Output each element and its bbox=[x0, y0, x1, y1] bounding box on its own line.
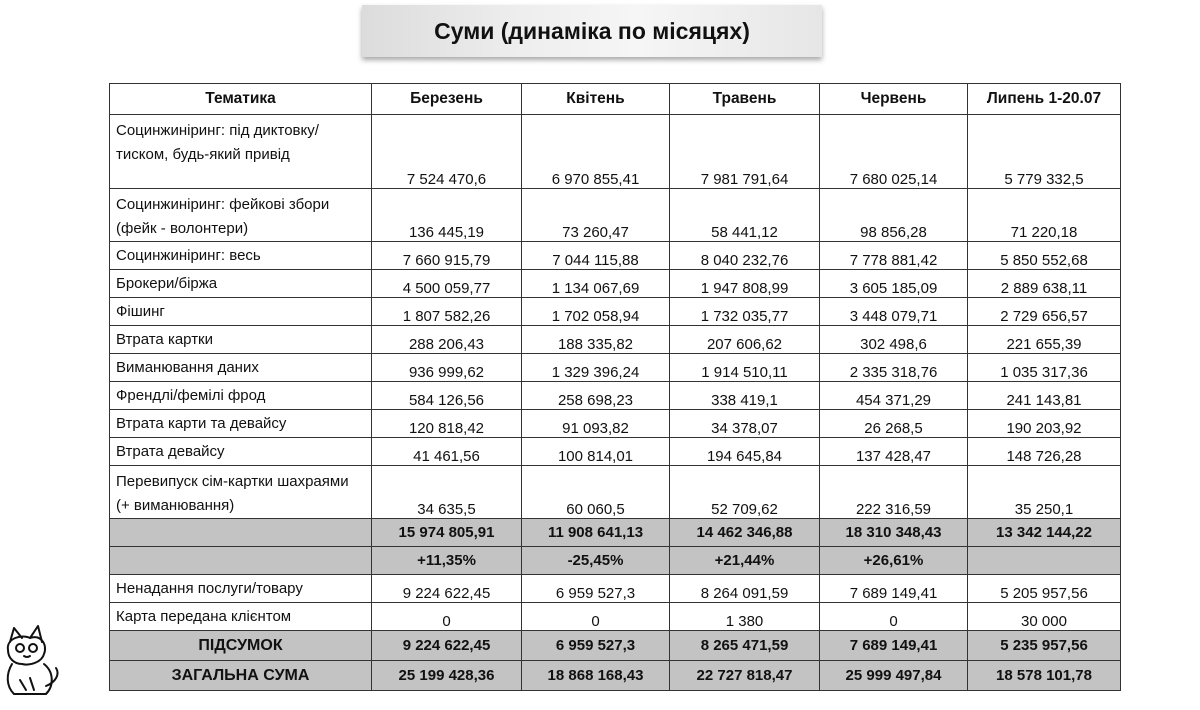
cell-value: 1 947 808,99 bbox=[670, 270, 820, 298]
cell-value: 98 856,28 bbox=[820, 189, 968, 242]
cell-value: 41 461,56 bbox=[372, 438, 522, 466]
cell-value: 241 143,81 bbox=[968, 382, 1121, 410]
cell-value: 338 419,1 bbox=[670, 382, 820, 410]
row-label bbox=[110, 519, 372, 547]
cell-value: 302 498,6 bbox=[820, 326, 968, 354]
cell-value: 8 265 471,59 bbox=[670, 631, 820, 661]
cell-value: 454 371,29 bbox=[820, 382, 968, 410]
grand-total-row bbox=[110, 661, 1121, 691]
cell-value: +21,44% bbox=[670, 547, 820, 575]
cell-value: 120 818,42 bbox=[372, 410, 522, 438]
cell-value: +11,35% bbox=[372, 547, 522, 575]
row-label: ПІДСУМОК bbox=[110, 631, 372, 661]
header-may: Травень bbox=[670, 84, 820, 115]
cell-value: 1 134 067,69 bbox=[522, 270, 670, 298]
cell-value: 7 524 470,6 bbox=[372, 115, 522, 189]
cell-value: 6 959 527,3 bbox=[522, 575, 670, 603]
cell-value: 5 779 332,5 bbox=[968, 115, 1121, 189]
cell-value: 3 448 079,71 bbox=[820, 298, 968, 326]
table-row bbox=[110, 326, 1121, 354]
cell-value: 148 726,28 bbox=[968, 438, 1121, 466]
cell-value: 34 378,07 bbox=[670, 410, 820, 438]
cell-value: 221 655,39 bbox=[968, 326, 1121, 354]
cell-value: 2 335 318,76 bbox=[820, 354, 968, 382]
table-row bbox=[110, 270, 1121, 298]
header-topic: Тематика bbox=[110, 84, 372, 115]
cell-value: 1 702 058,94 bbox=[522, 298, 670, 326]
slide-title: Суми (динаміка по місяцях) bbox=[362, 5, 822, 57]
cell-value: 22 727 818,47 bbox=[670, 661, 820, 691]
cell-value: 6 959 527,3 bbox=[522, 631, 670, 661]
cell-value: 936 999,62 bbox=[372, 354, 522, 382]
cell-value: 7 689 149,41 bbox=[820, 631, 968, 661]
cell-value: 91 093,82 bbox=[522, 410, 670, 438]
cell-value: 7 689 149,41 bbox=[820, 575, 968, 603]
table-row bbox=[110, 189, 1121, 242]
cell-value: 73 260,47 bbox=[522, 189, 670, 242]
row-label: Виманювання даних bbox=[110, 354, 372, 382]
cell-value: 25 199 428,36 bbox=[372, 661, 522, 691]
cell-value: 1 329 396,24 bbox=[522, 354, 670, 382]
cell-value: 14 462 346,88 bbox=[670, 519, 820, 547]
cell-value: 71 220,18 bbox=[968, 189, 1121, 242]
cell-value: 0 bbox=[372, 603, 522, 631]
table-row bbox=[110, 410, 1121, 438]
row-label: Френдлі/фемілі фрод bbox=[110, 382, 372, 410]
cell-value: 7 981 791,64 bbox=[670, 115, 820, 189]
amounts-table bbox=[109, 83, 1121, 691]
cell-value: 2 889 638,11 bbox=[968, 270, 1121, 298]
row-label: Социнжиніринг: фейкові збори (фейк - волонтери) bbox=[110, 189, 372, 242]
cell-value: 5 235 957,56 bbox=[968, 631, 1121, 661]
growth-row bbox=[110, 547, 1121, 575]
cell-value: 1 914 510,11 bbox=[670, 354, 820, 382]
row-label: Втрата картки bbox=[110, 326, 372, 354]
summary-row bbox=[110, 631, 1121, 661]
table-row bbox=[110, 354, 1121, 382]
cell-value: 207 606,62 bbox=[670, 326, 820, 354]
cell-value: 35 250,1 bbox=[968, 466, 1121, 519]
cell-value: 5 850 552,68 bbox=[968, 242, 1121, 270]
cell-value: 8 040 232,76 bbox=[670, 242, 820, 270]
cell-value: 3 605 185,09 bbox=[820, 270, 968, 298]
cell-value: 288 206,43 bbox=[372, 326, 522, 354]
row-label: Социнжиніринг: під диктовку/тиском, будь-який привід bbox=[110, 115, 372, 189]
cell-value: 194 645,84 bbox=[670, 438, 820, 466]
cell-value: 5 205 957,56 bbox=[968, 575, 1121, 603]
cell-value: 18 868 168,43 bbox=[522, 661, 670, 691]
cell-value: 1 732 035,77 bbox=[670, 298, 820, 326]
header-july: Липень 1-20.07 bbox=[968, 84, 1121, 115]
cell-value: 4 500 059,77 bbox=[372, 270, 522, 298]
cell-value: 136 445,19 bbox=[372, 189, 522, 242]
cell-value: 258 698,23 bbox=[522, 382, 670, 410]
cell-value bbox=[968, 547, 1121, 575]
cell-value: 137 428,47 bbox=[820, 438, 968, 466]
cell-value: 52 709,62 bbox=[670, 466, 820, 519]
cell-value: 18 578 101,78 bbox=[968, 661, 1121, 691]
cell-value: 58 441,12 bbox=[670, 189, 820, 242]
cell-value: 222 316,59 bbox=[820, 466, 968, 519]
table-row bbox=[110, 298, 1121, 326]
cell-value: 9 224 622,45 bbox=[372, 575, 522, 603]
row-label: Втрата карти та девайсу bbox=[110, 410, 372, 438]
cell-value: 11 908 641,13 bbox=[522, 519, 670, 547]
cell-value: 30 000 bbox=[968, 603, 1121, 631]
table-row bbox=[110, 603, 1121, 631]
table-row bbox=[110, 382, 1121, 410]
row-label bbox=[110, 547, 372, 575]
row-label: Ненадання послуги/товару bbox=[110, 575, 372, 603]
cell-value: 188 335,82 bbox=[522, 326, 670, 354]
cell-value: 7 778 881,42 bbox=[820, 242, 968, 270]
header-row bbox=[110, 84, 1121, 115]
header-march: Березень bbox=[372, 84, 522, 115]
cell-value: 0 bbox=[522, 603, 670, 631]
table-row bbox=[110, 466, 1121, 519]
cell-value: 1 380 bbox=[670, 603, 820, 631]
subtotal-row bbox=[110, 519, 1121, 547]
cell-value: 100 814,01 bbox=[522, 438, 670, 466]
row-label: Социнжиніринг: весь bbox=[110, 242, 372, 270]
cell-value: 18 310 348,43 bbox=[820, 519, 968, 547]
cell-value: 7 680 025,14 bbox=[820, 115, 968, 189]
cell-value: 26 268,5 bbox=[820, 410, 968, 438]
row-label: Втрата девайсу bbox=[110, 438, 372, 466]
table-row bbox=[110, 242, 1121, 270]
cell-value: 0 bbox=[820, 603, 968, 631]
cell-value: 34 635,5 bbox=[372, 466, 522, 519]
row-label: ЗАГАЛЬНА СУМА bbox=[110, 661, 372, 691]
table-row bbox=[110, 115, 1121, 189]
cartoon-cat-icon bbox=[0, 620, 62, 700]
header-june: Червень bbox=[820, 84, 968, 115]
cell-value: 2 729 656,57 bbox=[968, 298, 1121, 326]
row-label: Карта передана клієнтом bbox=[110, 603, 372, 631]
header-april: Квітень bbox=[522, 84, 670, 115]
cell-value: 7 044 115,88 bbox=[522, 242, 670, 270]
row-label: Брокери/біржа bbox=[110, 270, 372, 298]
cell-value: 1 035 317,36 bbox=[968, 354, 1121, 382]
cell-value: 15 974 805,91 bbox=[372, 519, 522, 547]
cell-value: 190 203,92 bbox=[968, 410, 1121, 438]
row-label: Перевипуск сім-картки шахраями (+ виманювання) bbox=[110, 466, 372, 519]
cell-value: 7 660 915,79 bbox=[372, 242, 522, 270]
cell-value: +26,61% bbox=[820, 547, 968, 575]
cell-value: 1 807 582,26 bbox=[372, 298, 522, 326]
row-label: Фішинг bbox=[110, 298, 372, 326]
cell-value: 60 060,5 bbox=[522, 466, 670, 519]
cell-value: 584 126,56 bbox=[372, 382, 522, 410]
table-row bbox=[110, 438, 1121, 466]
cell-value: 25 999 497,84 bbox=[820, 661, 968, 691]
cell-value: 13 342 144,22 bbox=[968, 519, 1121, 547]
cell-value: -25,45% bbox=[522, 547, 670, 575]
cell-value: 9 224 622,45 bbox=[372, 631, 522, 661]
cell-value: 8 264 091,59 bbox=[670, 575, 820, 603]
cell-value: 6 970 855,41 bbox=[522, 115, 670, 189]
table-row bbox=[110, 575, 1121, 603]
